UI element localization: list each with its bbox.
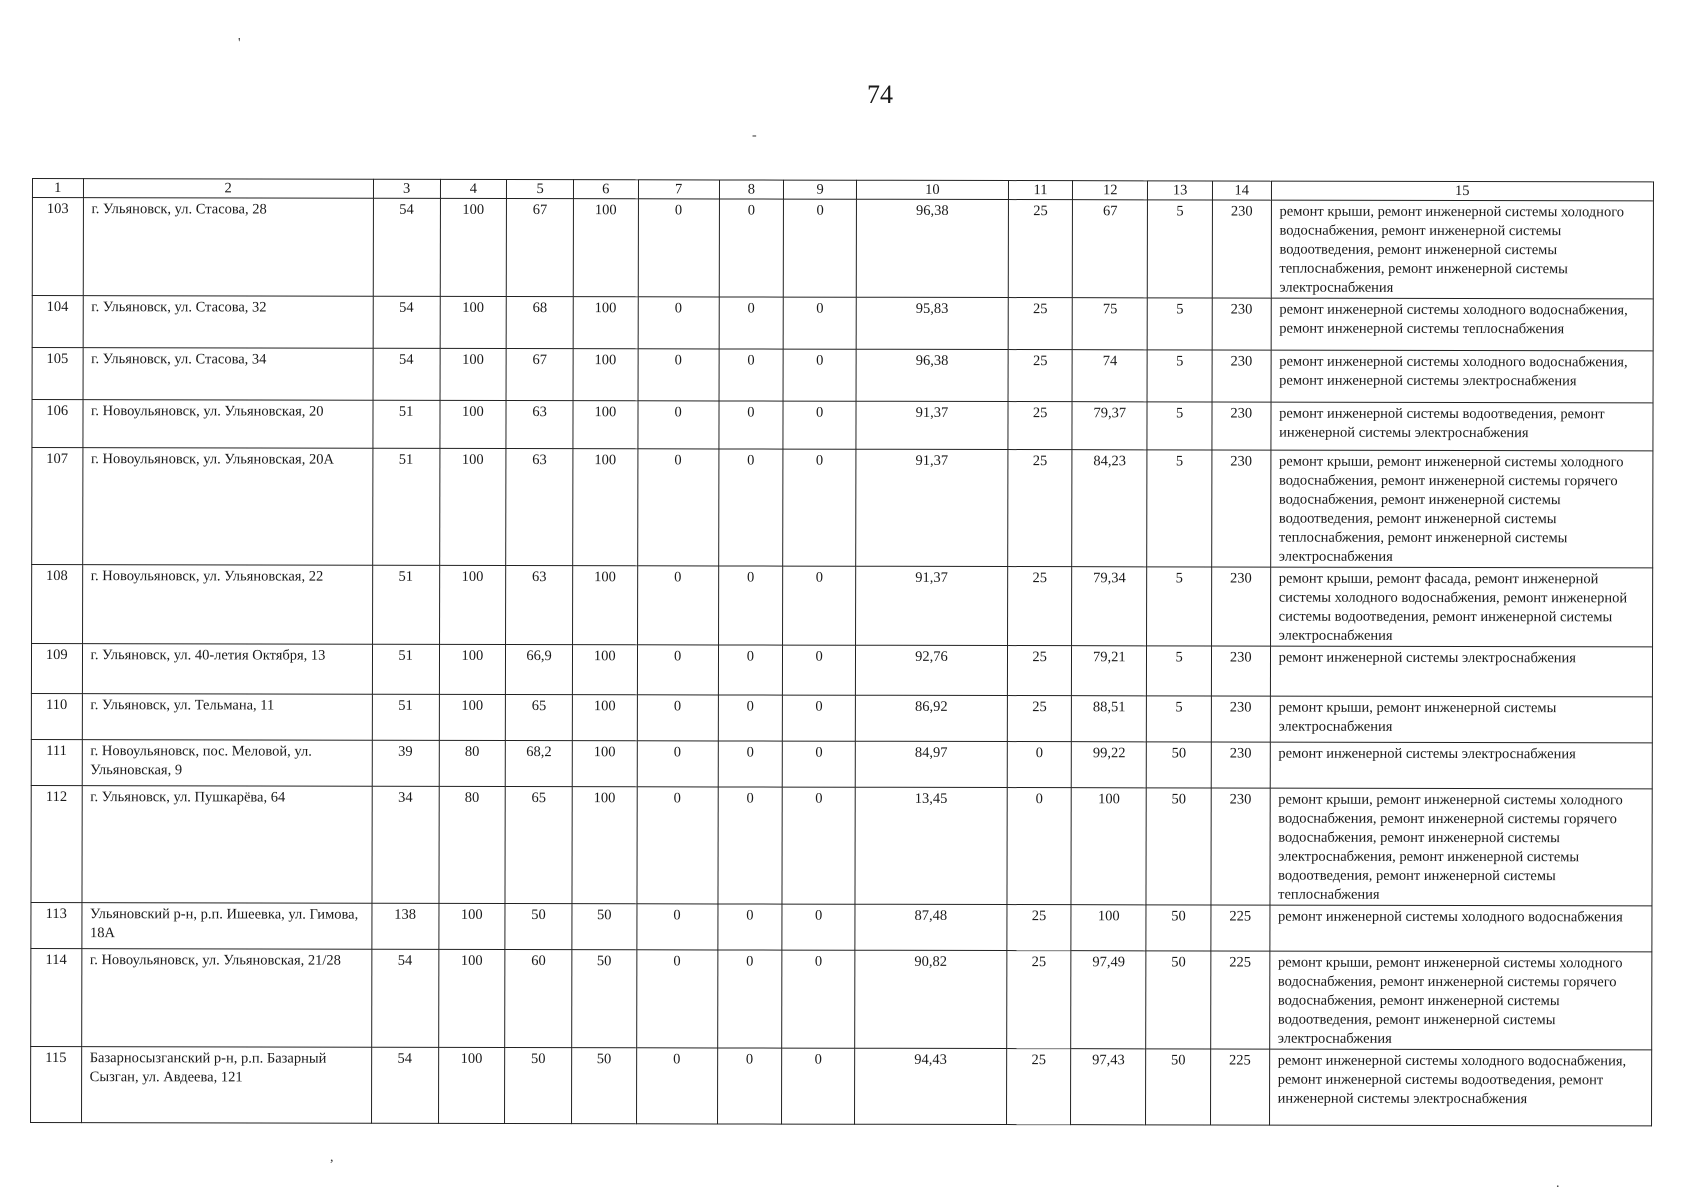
cell-col-13: 50 (1146, 951, 1211, 1049)
cell-row-number: 103 (32, 198, 83, 296)
table-body (31, 198, 1654, 1126)
cell-col-9: 0 (783, 401, 856, 449)
column-header-2: 2 (83, 179, 373, 199)
scan-speck: ' (238, 36, 241, 51)
cell-col-12: 75 (1073, 298, 1148, 350)
cell-col-10: 96,38 (856, 349, 1008, 401)
cell-col-13: 5 (1147, 350, 1212, 402)
cell-col-10: 91,37 (856, 566, 1008, 645)
column-header-11: 11 (1008, 181, 1073, 200)
cell-col-12: 97,49 (1071, 951, 1146, 1049)
cell-col-11: 0 (1007, 788, 1072, 905)
cell-col-3: 51 (372, 644, 439, 694)
cell-col-9: 0 (782, 741, 855, 787)
cell-col-4: 100 (439, 400, 506, 448)
column-header-5: 5 (507, 179, 574, 198)
cell-col-6: 100 (573, 349, 638, 401)
cell-address: г. Ульяновск, ул. Стасова, 28 (83, 198, 373, 297)
cell-col-11: 25 (1006, 951, 1071, 1049)
cell-col-11: 25 (1007, 646, 1072, 696)
cell-col-8: 0 (718, 787, 783, 904)
cell-col-4: 100 (440, 198, 507, 296)
cell-col-13: 5 (1147, 646, 1212, 696)
column-header-12: 12 (1073, 181, 1148, 200)
cell-col-3: 54 (373, 348, 440, 400)
cell-col-10: 91,37 (856, 401, 1008, 449)
cell-row-number: 115 (31, 1046, 82, 1122)
table-row (31, 785, 1652, 905)
table-row (31, 948, 1652, 1049)
cell-col-10: 86,92 (855, 695, 1007, 741)
table-row (31, 693, 1652, 742)
cell-col-12: 97,43 (1071, 1049, 1146, 1125)
column-header-14: 14 (1212, 181, 1271, 200)
table-row (32, 198, 1653, 299)
cell-col-12: 79,37 (1072, 402, 1147, 450)
cell-col-8: 0 (717, 950, 782, 1048)
cell-col-12: 67 (1073, 200, 1148, 298)
cell-row-number: 113 (31, 902, 82, 948)
cell-col-10: 94,43 (855, 1048, 1007, 1124)
cell-col-4: 100 (438, 1047, 505, 1123)
cell-col-5: 50 (505, 903, 572, 949)
scan-speck: - (752, 128, 757, 143)
cell-address: г. Ульяновск, ул. Тельмана, 11 (82, 694, 372, 741)
cell-repair-works: ремонт крыши, ремонт инженерной системы холодного водоснабжения, ремонт инженерной системы горячего водоснабжения, ремонт инженерной системы водоотведения, ремонт инженерной системы теплоснабжения, ремонт инженерной системы электроснабжения (1270, 450, 1653, 568)
cell-col-6: 100 (573, 449, 638, 566)
cell-col-9: 0 (783, 349, 856, 401)
cell-col-7: 0 (638, 401, 719, 449)
table-row (32, 296, 1653, 351)
cell-col-9: 0 (783, 297, 856, 349)
cell-col-8: 0 (719, 349, 784, 401)
cell-col-7: 0 (637, 741, 718, 787)
cell-col-13: 5 (1147, 567, 1212, 646)
cell-row-number: 105 (32, 348, 83, 400)
cell-repair-works: ремонт инженерной системы холодного водоснабжения (1269, 905, 1651, 952)
cell-address: г. Новоульяновск, ул. Ульяновская, 20А (82, 448, 372, 566)
cell-col-6: 100 (572, 787, 637, 904)
cell-address: г. Новоульяновск, ул. Ульяновская, 20 (82, 400, 372, 449)
cell-col-14: 230 (1212, 298, 1271, 350)
cell-repair-works: ремонт крыши, ремонт инженерной системы холодного водоснабжения, ремонт инженерной системы водоотведения, ремонт инженерной системы теплоснабжения, ремонт инженерной системы электроснабжения (1271, 200, 1654, 299)
cell-col-5: 63 (506, 400, 573, 448)
cell-col-13: 50 (1146, 905, 1211, 951)
cell-col-8: 0 (718, 741, 783, 787)
table-row (31, 644, 1652, 697)
cell-col-13: 5 (1147, 402, 1212, 450)
page-number: 74 (867, 80, 893, 109)
cell-address: Ульяновский р-н, р.п. Ишеевка, ул. Гимова, 18А (81, 903, 371, 950)
cell-col-13: 50 (1146, 1049, 1211, 1125)
cell-col-7: 0 (637, 695, 718, 741)
cell-col-8: 0 (717, 904, 782, 950)
cell-address: г. Новоульяновск, ул. Ульяновская, 22 (82, 565, 372, 645)
table-row (32, 348, 1653, 403)
cell-col-5: 65 (505, 786, 572, 903)
column-header-15: 15 (1271, 181, 1653, 201)
cell-col-9: 0 (783, 449, 856, 566)
cell-col-3: 51 (372, 694, 439, 740)
cell-col-5: 63 (506, 448, 573, 565)
cell-col-6: 100 (573, 199, 638, 297)
cell-row-number: 112 (31, 785, 82, 902)
cell-col-11: 25 (1007, 905, 1072, 951)
cell-col-13: 5 (1147, 298, 1212, 350)
cell-col-14: 230 (1211, 742, 1270, 788)
cell-col-3: 51 (372, 448, 439, 565)
cell-col-4: 100 (439, 694, 506, 740)
cell-repair-works: ремонт инженерной системы холодного водоснабжения, ремонт инженерной системы водоотведения, ремонт инженерной системы электроснабжения (1269, 1049, 1652, 1126)
cell-col-9: 0 (783, 695, 856, 741)
cell-col-7: 0 (638, 199, 719, 297)
cell-col-4: 80 (438, 786, 505, 903)
cell-col-4: 100 (438, 949, 505, 1047)
column-header-4: 4 (440, 179, 507, 198)
cell-col-13: 5 (1148, 200, 1213, 298)
cell-col-11: 25 (1008, 200, 1073, 298)
cell-col-5: 50 (505, 1047, 572, 1123)
cell-repair-works: ремонт инженерной системы холодного водоснабжения, ремонт инженерной системы теплоснабжения (1271, 298, 1653, 351)
cell-col-12: 99,22 (1072, 742, 1147, 788)
cell-col-14: 230 (1212, 350, 1271, 402)
cell-col-3: 138 (372, 903, 439, 949)
cell-repair-works: ремонт крыши, ремонт инженерной системы холодного водоснабжения, ремонт инженерной системы горячего водоснабжения, ремонт инженерной системы электроснабжения, ремонт инженерной системы водоотведения, ремонт инженерной системы теплоснабжения (1270, 788, 1653, 906)
cell-address: г. Ульяновск, ул. 40-летия Октября, 13 (82, 644, 372, 695)
cell-col-3: 51 (372, 565, 439, 644)
cell-row-number: 110 (31, 693, 82, 739)
cell-repair-works: ремонт крыши, ремонт инженерной системы электроснабжения (1270, 696, 1652, 743)
cell-col-3: 34 (372, 786, 439, 903)
cell-row-number: 108 (32, 565, 83, 644)
cell-col-9: 0 (784, 199, 857, 297)
cell-col-5: 68,2 (505, 740, 572, 786)
column-header-10: 10 (857, 180, 1009, 199)
cell-col-5: 60 (505, 949, 572, 1047)
cell-col-10: 91,37 (856, 449, 1008, 566)
cell-col-9: 0 (783, 645, 856, 695)
cell-col-4: 100 (440, 348, 507, 400)
cell-col-4: 80 (439, 740, 506, 786)
cell-col-11: 25 (1007, 450, 1072, 567)
cell-col-6: 100 (573, 297, 638, 349)
cell-col-14: 230 (1212, 402, 1271, 450)
cell-col-8: 0 (718, 401, 783, 449)
cell-col-4: 100 (439, 644, 506, 694)
cell-col-14: 225 (1210, 1049, 1269, 1125)
cell-address: г. Ульяновск, ул. Пушкарёва, 64 (82, 786, 372, 904)
cell-col-7: 0 (637, 449, 718, 566)
cell-col-3: 54 (371, 949, 438, 1047)
cell-col-12: 100 (1071, 905, 1146, 951)
table-row (31, 1046, 1652, 1125)
cell-col-8: 0 (718, 566, 783, 645)
cell-col-13: 5 (1147, 696, 1212, 742)
cell-col-6: 100 (572, 566, 637, 645)
column-header-6: 6 (573, 180, 638, 199)
cell-col-14: 230 (1211, 567, 1270, 646)
cell-col-5: 68 (506, 296, 573, 348)
cell-col-10: 96,38 (856, 199, 1008, 297)
cell-col-13: 50 (1146, 788, 1211, 905)
cell-address: г. Новоульяновск, ул. Ульяновская, 21/28 (81, 949, 371, 1048)
table-row (31, 739, 1652, 788)
cell-col-14: 230 (1211, 696, 1270, 742)
cell-col-11: 25 (1008, 402, 1073, 450)
cell-col-8: 0 (719, 297, 784, 349)
cell-col-3: 54 (373, 198, 440, 296)
cell-col-5: 63 (506, 565, 573, 644)
cell-col-10: 13,45 (855, 787, 1007, 904)
cell-col-6: 50 (572, 950, 637, 1048)
cell-col-5: 67 (506, 348, 573, 400)
cell-address: Базарносызганский р-н, р.п. Базарный Сызган, ул. Авдеева, 121 (81, 1047, 371, 1124)
scan-speck: , (330, 1150, 334, 1165)
column-header-9: 9 (784, 180, 857, 199)
cell-col-14: 230 (1211, 646, 1270, 696)
cell-col-11: 25 (1006, 1049, 1071, 1125)
cell-col-12: 79,34 (1072, 567, 1147, 646)
cell-col-7: 0 (637, 787, 718, 904)
cell-row-number: 114 (31, 948, 82, 1046)
cell-col-10: 90,82 (855, 950, 1007, 1048)
cell-col-10: 92,76 (855, 645, 1007, 695)
cell-col-3: 39 (372, 740, 439, 786)
cell-col-6: 50 (571, 1048, 636, 1124)
cell-row-number: 109 (31, 644, 82, 694)
cell-col-10: 87,48 (855, 904, 1007, 950)
repair-program-table (30, 178, 1654, 1126)
cell-col-14: 225 (1211, 905, 1270, 951)
cell-repair-works: ремонт крыши, ремонт инженерной системы холодного водоснабжения, ремонт инженерной системы горячего водоснабжения, ремонт инженерной системы водоотведения, ремонт инженерной системы электроснабжения (1269, 951, 1652, 1050)
cell-address: г. Ульяновск, ул. Стасова, 32 (83, 296, 373, 349)
cell-col-9: 0 (782, 1048, 855, 1124)
cell-col-5: 65 (506, 694, 573, 740)
cell-col-5: 67 (506, 198, 573, 296)
cell-row-number: 106 (32, 400, 83, 448)
cell-col-9: 0 (783, 566, 856, 645)
column-header-1: 1 (32, 179, 83, 198)
cell-row-number: 111 (31, 739, 82, 785)
cell-col-4: 100 (440, 296, 507, 348)
cell-repair-works: ремонт инженерной системы электроснабжения (1270, 646, 1652, 697)
scan-speck: . (1556, 1176, 1560, 1191)
cell-col-7: 0 (637, 904, 718, 950)
cell-col-9: 0 (782, 787, 855, 904)
cell-col-14: 230 (1211, 788, 1270, 905)
cell-col-6: 50 (572, 904, 637, 950)
cell-col-12: 79,21 (1072, 646, 1147, 696)
cell-col-6: 100 (572, 695, 637, 741)
cell-repair-works: ремонт инженерной системы холодного водоснабжения, ремонт инженерной системы электроснабжения (1271, 350, 1653, 403)
column-header-8: 8 (719, 180, 784, 199)
cell-repair-works: ремонт инженерной системы водоотведения, ремонт инженерной системы электроснабжения (1271, 402, 1653, 451)
cell-row-number: 104 (32, 296, 83, 348)
cell-address: г. Новоульяновск, пос. Меловой, ул. Ульяновская, 9 (82, 740, 372, 787)
cell-col-7: 0 (638, 349, 719, 401)
cell-col-7: 0 (637, 645, 718, 695)
cell-col-11: 0 (1007, 742, 1072, 788)
cell-col-7: 0 (638, 297, 719, 349)
cell-col-4: 100 (439, 565, 506, 644)
cell-col-8: 0 (717, 1048, 782, 1124)
cell-col-13: 5 (1147, 450, 1212, 567)
table-row (32, 400, 1653, 451)
column-header-13: 13 (1148, 181, 1213, 200)
cell-col-5: 66,9 (506, 644, 573, 694)
cell-col-7: 0 (636, 950, 717, 1048)
cell-col-6: 100 (572, 645, 637, 695)
cell-col-3: 54 (371, 1047, 438, 1123)
cell-col-8: 0 (718, 449, 783, 566)
cell-col-12: 100 (1071, 788, 1146, 905)
cell-repair-works: ремонт крыши, ремонт фасада, ремонт инженерной системы холодного водоснабжения, ремонт инженерной системы водоотведения, ремонт инженерной системы электроснабжения (1270, 567, 1653, 647)
cell-col-11: 25 (1007, 696, 1072, 742)
cell-col-8: 0 (718, 695, 783, 741)
cell-col-3: 54 (373, 296, 440, 348)
table-row (32, 448, 1653, 568)
cell-col-11: 25 (1008, 298, 1073, 350)
cell-col-13: 50 (1146, 742, 1211, 788)
cell-col-6: 100 (573, 401, 638, 449)
cell-col-3: 51 (373, 400, 440, 448)
cell-col-11: 25 (1008, 350, 1073, 402)
cell-row-number: 107 (32, 448, 83, 565)
cell-col-10: 84,97 (855, 741, 1007, 787)
cell-col-8: 0 (718, 645, 783, 695)
cell-address: г. Ульяновск, ул. Стасова, 34 (83, 348, 373, 401)
cell-col-14: 230 (1212, 450, 1271, 567)
cell-col-12: 84,23 (1072, 450, 1147, 567)
cell-col-14: 225 (1211, 951, 1270, 1049)
cell-col-11: 25 (1007, 567, 1072, 646)
column-header-7: 7 (638, 180, 719, 199)
cell-col-6: 100 (572, 741, 637, 787)
cell-col-7: 0 (636, 1048, 717, 1124)
table-row (32, 565, 1653, 647)
cell-repair-works: ремонт инженерной системы электроснабжения (1270, 742, 1652, 789)
cell-col-4: 100 (438, 903, 505, 949)
cell-col-4: 100 (439, 448, 506, 565)
cell-col-12: 74 (1072, 350, 1147, 402)
table-row (31, 902, 1652, 951)
cell-col-12: 88,51 (1072, 696, 1147, 742)
cell-col-9: 0 (782, 904, 855, 950)
cell-col-8: 0 (719, 199, 784, 297)
column-header-3: 3 (373, 179, 440, 198)
cell-col-10: 95,83 (856, 297, 1008, 349)
cell-col-14: 230 (1212, 200, 1271, 298)
cell-col-7: 0 (637, 566, 718, 645)
cell-col-9: 0 (782, 950, 855, 1048)
